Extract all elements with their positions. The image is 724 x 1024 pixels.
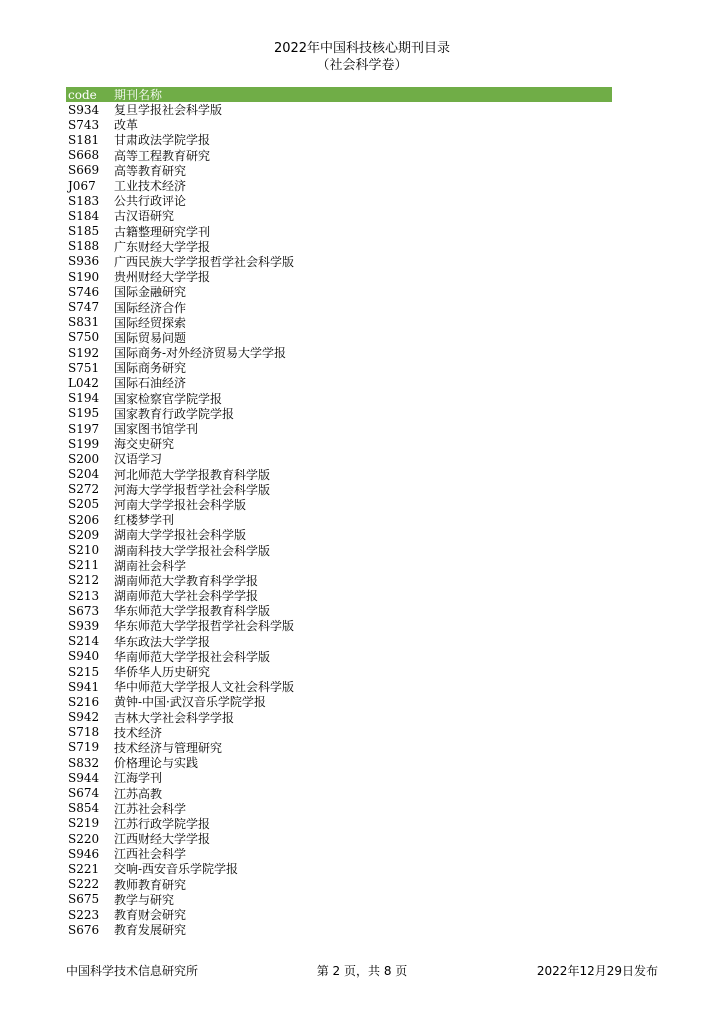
- table-row: [66, 740, 612, 755]
- journal-code: S718: [68, 725, 100, 740]
- table-header: [66, 87, 612, 102]
- column-header-name: 期刊名称: [114, 88, 163, 102]
- journal-name: 国家图书馆学刊: [114, 422, 199, 437]
- table-row: [66, 178, 612, 193]
- table-row: [66, 679, 612, 694]
- journal-name: 教师教育研究: [114, 877, 187, 892]
- page-footer: [0, 962, 724, 978]
- journal-code: S210: [68, 543, 100, 558]
- table-row: [66, 148, 612, 163]
- table-row: [66, 208, 612, 223]
- journal-code: S184: [68, 208, 100, 223]
- journal-name: 技术经济: [114, 725, 163, 740]
- journal-code: S719: [68, 740, 100, 755]
- table-row: [66, 892, 612, 907]
- table-row: [66, 102, 612, 117]
- journal-code: S750: [68, 330, 100, 345]
- journal-name: 国际商务-对外经济贸易大学学报: [114, 346, 287, 361]
- journal-name: 河南大学学报社会科学版: [114, 497, 247, 512]
- table-row: [66, 634, 612, 649]
- journal-name: 教育发展研究: [114, 923, 187, 938]
- table-row: [66, 132, 612, 147]
- column-header-code: code: [68, 87, 97, 102]
- journal-name: 河北师范大学学报教育科学版: [114, 467, 271, 482]
- journal-code: S199: [68, 436, 100, 451]
- journal-code: S181: [68, 132, 100, 147]
- journal-code: S220: [68, 831, 100, 846]
- journal-name: 海交史研究: [114, 437, 175, 452]
- journal-code: S832: [68, 755, 100, 770]
- journal-name: 国际经济合作: [114, 300, 187, 315]
- table-row: [66, 770, 612, 785]
- journal-name: 改革: [114, 118, 139, 133]
- journal-code: S669: [68, 163, 100, 178]
- journal-name: 交响-西安音乐学院学报: [114, 862, 239, 877]
- table-row: [66, 527, 612, 542]
- journal-name: 湖南大学学报社会科学版: [114, 528, 247, 543]
- journal-code: S946: [68, 846, 100, 861]
- journal-code: S854: [68, 801, 100, 816]
- journal-code: S212: [68, 573, 100, 588]
- table-row: [66, 467, 612, 482]
- journal-code: S200: [68, 451, 100, 466]
- journal-name: 国际石油经济: [114, 376, 187, 391]
- table-row: [66, 542, 612, 557]
- journal-code: S195: [68, 406, 100, 421]
- journal-name: 贵州财经大学学报: [114, 270, 211, 285]
- journal-name: 黄钟-中国·武汉音乐学院学报: [114, 695, 266, 710]
- journal-name: 江苏社会科学: [114, 801, 187, 816]
- table-row: [66, 831, 612, 846]
- journal-code: S675: [68, 892, 100, 907]
- journal-code: S934: [68, 102, 100, 117]
- journal-code: S190: [68, 269, 100, 284]
- table-row: [66, 330, 612, 345]
- journal-name: 湖南师范大学教育科学学报: [114, 573, 259, 588]
- journal-code: S674: [68, 786, 100, 801]
- journal-code: S216: [68, 694, 100, 709]
- journal-name: 华东师范大学学报哲学社会科学版: [114, 619, 295, 634]
- journal-name: 广西民族大学学报哲学社会科学版: [114, 254, 295, 269]
- journal-code: S673: [68, 603, 100, 618]
- table-row: [66, 451, 612, 466]
- journal-code: S668: [68, 148, 100, 163]
- table-row: [66, 725, 612, 740]
- journal-code: S204: [68, 467, 100, 482]
- table-row: [66, 117, 612, 132]
- journal-code: S831: [68, 315, 100, 330]
- journal-code: S940: [68, 649, 100, 664]
- table-row: [66, 603, 612, 618]
- journal-code: S214: [68, 634, 100, 649]
- journal-code: S221: [68, 861, 100, 876]
- table-row: [66, 299, 612, 314]
- journal-code: S185: [68, 224, 100, 239]
- journal-code: S183: [68, 193, 100, 208]
- table-row: [66, 497, 612, 512]
- journal-name: 广东财经大学学报: [114, 239, 211, 254]
- journal-name: 古籍整理研究学刊: [114, 224, 211, 239]
- journal-name: 教学与研究: [114, 892, 175, 907]
- journal-name: 湖南师范大学社会科学学报: [114, 589, 259, 604]
- table-row: [66, 558, 612, 573]
- table-row: [66, 512, 612, 527]
- journal-name: 河海大学学报哲学社会科学版: [114, 482, 271, 497]
- table-row: [66, 588, 612, 603]
- table-row: [66, 846, 612, 861]
- journal-code: S223: [68, 907, 100, 922]
- journal-name: 江西社会科学: [114, 847, 187, 862]
- journal-name: 公共行政评论: [114, 194, 187, 209]
- table-row: [66, 375, 612, 390]
- journal-code: S211: [68, 558, 100, 573]
- journal-code: S213: [68, 588, 100, 603]
- table-row: [66, 573, 612, 588]
- journal-name: 华南师范大学学报社会科学版: [114, 649, 271, 664]
- journal-name: 国际商务研究: [114, 361, 187, 376]
- table-row: [66, 284, 612, 299]
- journal-name: 复旦学报社会科学版: [114, 103, 223, 118]
- table-row: [66, 345, 612, 360]
- table-row: [66, 816, 612, 831]
- journal-code: S194: [68, 391, 100, 406]
- title-block: [0, 40, 724, 74]
- table-row: [66, 224, 612, 239]
- journal-name: 国际贸易问题: [114, 330, 187, 345]
- journal-name: 技术经济与管理研究: [114, 740, 223, 755]
- journal-name: 古汉语研究: [114, 209, 175, 224]
- journal-name: 华中师范大学学报人文社会科学版: [114, 680, 295, 695]
- journal-code: S197: [68, 421, 100, 436]
- footer-organization: 中国科学技术信息研究所: [66, 964, 199, 978]
- table-row: [66, 922, 612, 937]
- table-row: [66, 907, 612, 922]
- table-row: [66, 406, 612, 421]
- journal-name: 国际金融研究: [114, 285, 187, 300]
- table-row: [66, 193, 612, 208]
- table-row: [66, 254, 612, 269]
- table-row: [66, 755, 612, 770]
- journal-name: 江海学刊: [114, 771, 163, 786]
- journal-name: 国际经贸探索: [114, 315, 187, 330]
- table-row: [66, 482, 612, 497]
- journal-name: 工业技术经济: [114, 179, 187, 194]
- journal-name: 教育财会研究: [114, 908, 187, 923]
- journal-name: 甘肃政法学院学报: [114, 133, 211, 148]
- table-row: [66, 315, 612, 330]
- table-body: [66, 102, 612, 937]
- footer-page-number: 第 2 页，共 8 页: [316, 964, 408, 978]
- journal-name: 华侨华人历史研究: [114, 665, 211, 680]
- journal-code: S747: [68, 300, 100, 315]
- journal-code: S209: [68, 527, 100, 542]
- journal-name: 华东师范大学学报教育科学版: [114, 604, 271, 619]
- journal-code: S222: [68, 877, 100, 892]
- table-row: [66, 861, 612, 876]
- journal-code: S743: [68, 117, 100, 132]
- table-row: [66, 801, 612, 816]
- journal-name: 高等工程教育研究: [114, 148, 211, 163]
- journal-code: S192: [68, 345, 100, 360]
- journal-name: 国家检察官学院学报: [114, 391, 223, 406]
- journal-name: 湖南社会科学: [114, 558, 187, 573]
- journal-code: L042: [68, 375, 99, 390]
- table-row: [66, 163, 612, 178]
- journal-name: 湖南科技大学学报社会科学版: [114, 543, 271, 558]
- table-row: [66, 877, 612, 892]
- table-row: [66, 649, 612, 664]
- journal-code: S205: [68, 497, 100, 512]
- table-row: [66, 694, 612, 709]
- journal-code: S751: [68, 360, 100, 375]
- journal-code: S936: [68, 254, 100, 269]
- page-subtitle: （社会科学卷）: [316, 58, 408, 73]
- table-row: [66, 785, 612, 800]
- journal-code: S942: [68, 710, 100, 725]
- journal-name: 江西财经大学学报: [114, 832, 211, 847]
- journal-code: S746: [68, 284, 100, 299]
- journal-name: 华东政法大学学报: [114, 634, 211, 649]
- journal-name: 国家教育行政学院学报: [114, 406, 235, 421]
- journal-name: 红楼梦学刊: [114, 513, 175, 528]
- journal-table: [66, 87, 612, 937]
- page-title: 2022年中国科技核心期刊目录: [273, 41, 451, 56]
- table-row: [66, 618, 612, 633]
- journal-code: S219: [68, 816, 100, 831]
- journal-code: S272: [68, 482, 100, 497]
- journal-code: S939: [68, 618, 100, 633]
- footer-date: 2022年12月29日发布: [536, 964, 658, 978]
- table-row: [66, 269, 612, 284]
- table-row: [66, 436, 612, 451]
- journal-code: S941: [68, 679, 100, 694]
- journal-code: J067: [68, 178, 96, 193]
- journal-code: S206: [68, 512, 100, 527]
- journal-code: S676: [68, 922, 100, 937]
- table-row: [66, 710, 612, 725]
- journal-name: 江苏行政学院学报: [114, 816, 211, 831]
- journal-name: 价格理论与实践: [114, 756, 199, 771]
- table-row: [66, 239, 612, 254]
- journal-name: 高等教育研究: [114, 163, 187, 178]
- table-row: [66, 664, 612, 679]
- table-row: [66, 421, 612, 436]
- journal-name: 汉语学习: [114, 452, 163, 467]
- journal-code: S188: [68, 239, 100, 254]
- journal-code: S944: [68, 770, 100, 785]
- table-row: [66, 360, 612, 375]
- table-row: [66, 391, 612, 406]
- journal-name: 吉林大学社会科学学报: [114, 710, 235, 725]
- journal-name: 江苏高教: [114, 786, 163, 801]
- journal-code: S215: [68, 664, 100, 679]
